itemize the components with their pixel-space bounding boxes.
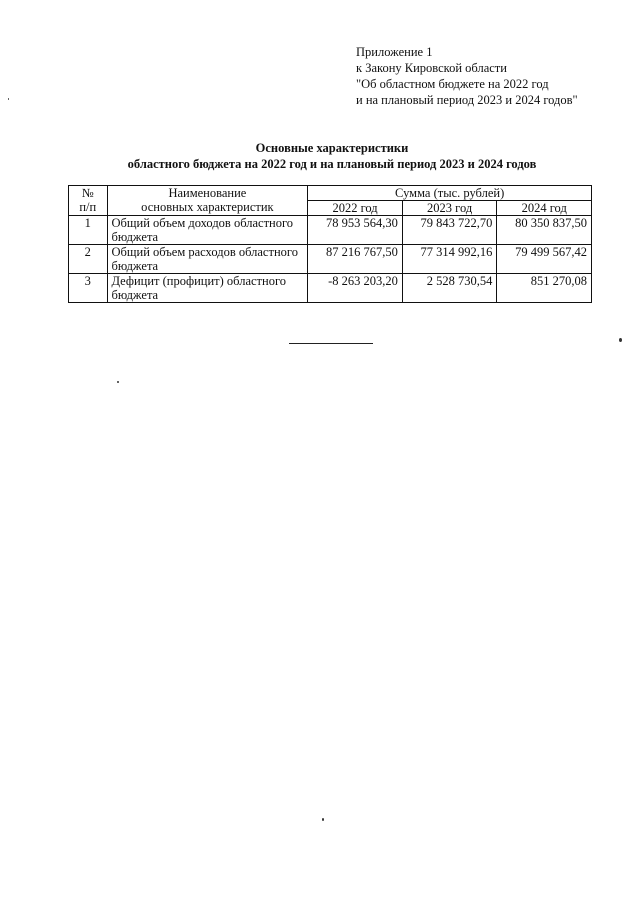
document-title	[0, 140, 640, 172]
row-value: 79 499 567,42	[497, 245, 592, 274]
row-num: 3	[69, 274, 108, 303]
row-num: 1	[69, 216, 108, 245]
header-year-cell: 2024 год	[497, 201, 592, 216]
budget-table	[68, 185, 592, 303]
header-num-cell	[69, 186, 108, 216]
table-header-row	[69, 186, 592, 201]
row-name: Общий объем доходов областного бюджета	[107, 216, 308, 245]
row-value: 78 953 564,30	[308, 216, 403, 245]
table-row	[69, 274, 592, 303]
row-name: Общий объем расходов областного бюджета	[107, 245, 308, 274]
appendix-header	[356, 44, 578, 108]
title-line: областного бюджета на 2022 год и на плановый период 2023 и 2024 годов	[127, 157, 537, 171]
row-value: 2 528 730,54	[402, 274, 497, 303]
scan-speck	[322, 818, 324, 821]
row-num: 2	[69, 245, 108, 274]
table-row	[69, 245, 592, 274]
closing-rule	[289, 343, 373, 344]
scan-speck	[619, 338, 622, 342]
header-name-cell	[107, 186, 308, 216]
scan-speck	[117, 381, 119, 383]
appendix-line: и на плановый период 2023 и 2024 годов"	[356, 93, 578, 107]
header-num-line: п/п	[79, 200, 97, 214]
row-value: 80 350 837,50	[497, 216, 592, 245]
appendix-line: "Об областном бюджете на 2022 год	[356, 77, 549, 91]
row-value: 851 270,08	[497, 274, 592, 303]
title-line: Основные характеристики	[255, 141, 409, 155]
header-name-line: Наименование	[168, 186, 247, 200]
row-value: 87 216 767,50	[308, 245, 403, 274]
appendix-line: к Закону Кировской области	[356, 61, 507, 75]
header-name-line: основных характеристик	[141, 200, 274, 214]
table-row	[69, 216, 592, 245]
row-name: Дефицит (профицит) областного бюджета	[107, 274, 308, 303]
scan-speck	[8, 98, 9, 100]
header-year-cell: 2023 год	[402, 201, 497, 216]
row-value: 77 314 992,16	[402, 245, 497, 274]
row-value: 79 843 722,70	[402, 216, 497, 245]
row-value: -8 263 203,20	[308, 274, 403, 303]
header-year-cell: 2022 год	[308, 201, 403, 216]
appendix-line: Приложение 1	[356, 45, 433, 59]
header-num-line: №	[81, 186, 94, 200]
header-sum-cell: Сумма (тыс. рублей)	[308, 186, 592, 201]
